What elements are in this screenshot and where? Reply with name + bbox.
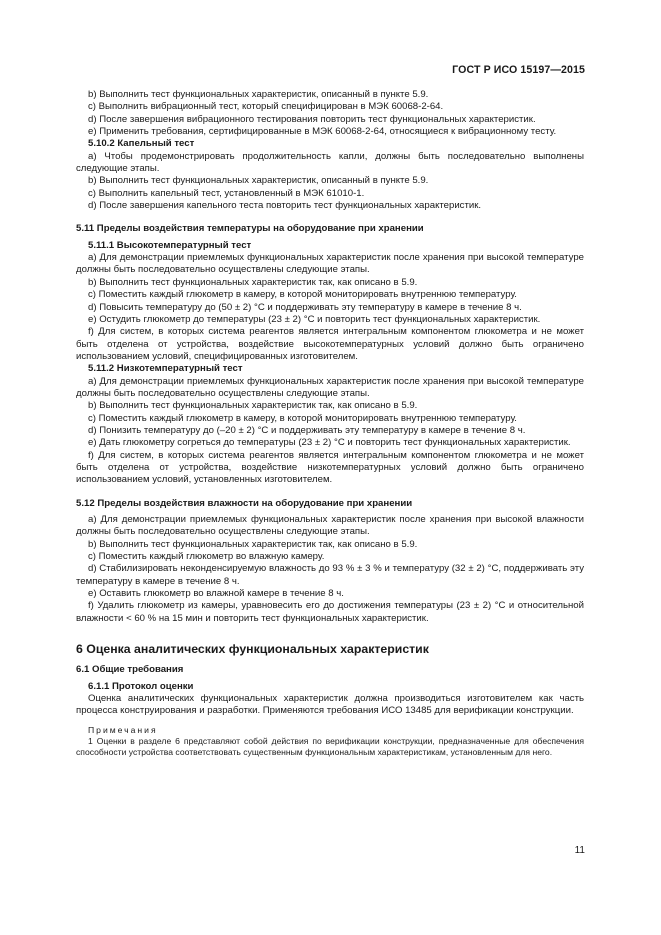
paragraph: d) Стабилизировать неконденсируемую влажность до 93 % ± 3 % и температуру (32 ± 2) °С, поддерживать эту температуру в камере в течение 8 ч. — [76, 563, 584, 587]
paragraph: Оценка аналитических функциональных характеристик должна производиться изготовителем как часть процесса конструирования и разработки. Применяются требования ИСО 13485 для верификации конструкции. — [76, 693, 584, 717]
clause-heading: 6.1.1 Протокол оценки — [88, 680, 194, 692]
paragraph: d) После завершения капельного теста повторить тест функциональных характеристик. — [88, 200, 482, 212]
page-number: 11 — [574, 845, 585, 856]
paragraph: b) Выполнить тест функциональных характеристик так, как описано в 5.9. — [88, 276, 418, 288]
paragraph: a) Для демонстрации приемлемых функциональных характеристик после хранения при высокой влажности должны быть последовательно осуществлены следующие этапы. — [76, 514, 584, 538]
clause-heading: 5.11.1 Высокотемпературный тест — [88, 239, 252, 251]
paragraph: a) Для демонстрации приемлемых функциональных характеристик после хранения при высокой температуре должны быть последовательно осуществлены следующие этапы. — [76, 375, 584, 399]
paragraph: f) Для систем, в которых система реагентов является интегральным компонентом глюкометра и не может быть отделена от устройства, воздействие высокотемпературных условий должно быть ограничено использованием условий, специфицированных изготовителем. — [76, 326, 584, 362]
paragraph: b) Выполнить тест функциональных характеристик так, как описано в 5.9. — [88, 400, 418, 412]
standard-header: ГОСТ Р ИСО 15197—2015 — [452, 64, 585, 76]
paragraph: c) Поместить каждый глюкометр в камеру, в которой мониторировать внутреннюю температуру. — [88, 289, 517, 301]
paragraph: d) После завершения вибрационного тестирования повторить тест функциональных характеристик. — [88, 113, 536, 125]
paragraph: f) Для систем, в которых система реагентов является интегральным компонентом глюкометра и не может быть отделена от устройства, воздействие низкотемпературных условий должно быть ограничено использованием условий, установленных изготовителем. — [76, 449, 584, 486]
paragraph: b) Выполнить тест функциональных характеристик так, как описано в 5.9. — [88, 538, 418, 550]
subsection-heading: 5.11 Пределы воздействия температуры на оборудование при хранении — [76, 223, 424, 235]
clause-heading: 5.10.2 Капельный тест — [88, 138, 195, 150]
subsection-heading: 5.12 Пределы воздействия влажности на оборудование при хранении — [76, 497, 413, 509]
note-text: 1 Оценки в разделе 6 представляют собой действия по верификации конструкции, предназначенные для обеспечения способности устройства соответствовать существенным функциональным характеристикам, установленным для него. — [76, 736, 584, 758]
paragraph: d) Понизить температуру до (–20 ± 2) °С и поддерживать эту температуру в камере в течение 8 ч. — [88, 424, 526, 436]
subsection-heading: 6.1 Общие требования — [76, 664, 184, 676]
clause-heading: 5.11.2 Низкотемпературный тест — [88, 363, 243, 375]
paragraph: b) Выполнить тест функциональных характеристик, описанный в пункте 5.9. — [88, 89, 429, 100]
paragraph: f) Удалить глюкометр из камеры, уравновесить его до достижения температуры (23 ± 2) °С и относительной влажности < 60 % на 15 мин и повторить тест функциональных характеристик. — [76, 600, 584, 624]
paragraph: c) Поместить каждый глюкометр во влажную камеру. — [88, 551, 325, 563]
paragraph: e) Оставить глюкометр во влажной камере в течение 8 ч. — [88, 588, 344, 600]
notes-title: Примечания — [88, 724, 158, 735]
paragraph: e) Остудить глюкометр до температуры (23 ± 2) °С и повторить тест функциональных характеристик. — [88, 313, 541, 325]
paragraph: a) Для демонстрации приемлемых функциональных характеристик после хранения при высокой температуре должны быть последовательно осуществлены следующие этапы. — [76, 252, 584, 276]
paragraph: b) Выполнить тест функциональных характеристик, описанный в пункте 5.9. — [88, 175, 429, 187]
paragraph: c) Поместить каждый глюкометр в камеру, в которой мониторировать внутреннюю температуру. — [88, 412, 517, 424]
paragraph: e) Дать глюкометру согреться до температуры (23 ± 2) °С и повторить тест функциональных характеристик. — [88, 437, 571, 449]
paragraph: c) Выполнить капельный тест, установленный в МЭК 61010-1. — [88, 187, 365, 199]
section-heading: 6 Оценка аналитических функциональных характеристик — [76, 642, 429, 657]
paragraph: d) Повысить температуру до (50 ± 2) °С и поддерживать эту температуру в камере в течение 8 ч. — [88, 301, 522, 313]
paragraph: c) Выполнить вибрационный тест, который специфицирован в МЭК 60068-2-64. — [88, 101, 444, 113]
document-body — [76, 89, 584, 758]
paragraph: e) Применить требования, сертифицированные в МЭК 60068-2-64, относящиеся к вибрационному тесту. — [88, 126, 557, 138]
paragraph: a) Чтобы продемонстрировать продолжительность капли, должны быть последовательно выполнены следующие этапы. — [76, 150, 584, 175]
